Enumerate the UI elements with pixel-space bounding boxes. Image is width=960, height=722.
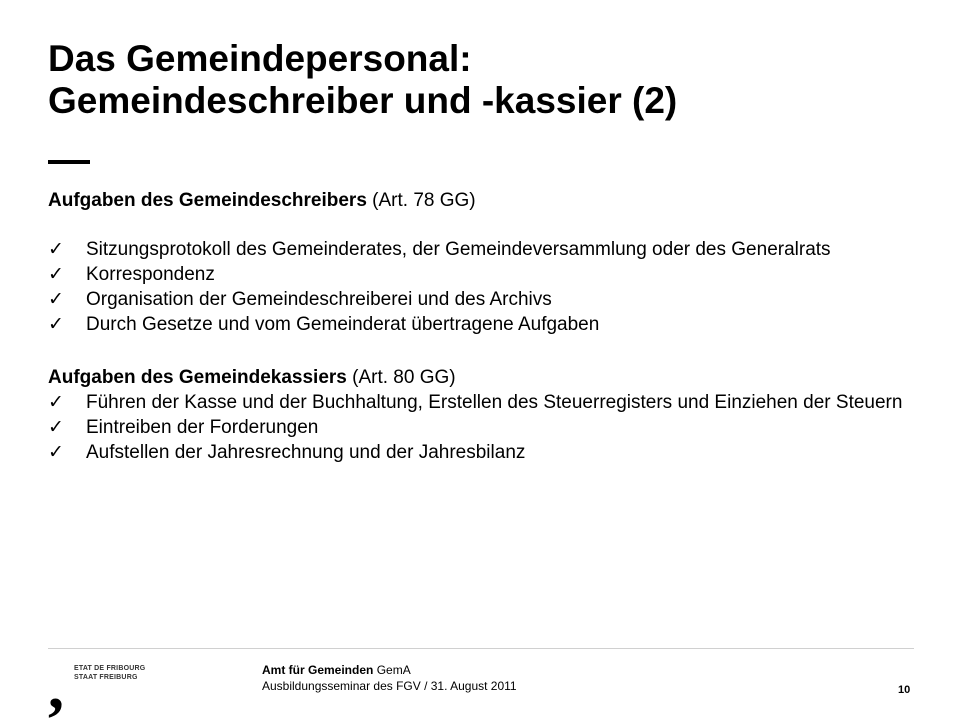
section-heading-bold: Aufgaben des Gemeindeschreibers xyxy=(48,190,367,211)
footer-event: Ausbildungsseminar des FGV / 31. August 2011 xyxy=(262,679,517,693)
checkmark-icon: ✓ xyxy=(48,264,64,285)
section-gemeindeschreiber xyxy=(48,188,910,337)
section-heading-article: (Art. 78 GG) xyxy=(366,190,476,211)
list-item-text: Organisation der Gemeindeschreiberei und des Archivs xyxy=(86,289,552,310)
list-item xyxy=(48,237,910,262)
list-item xyxy=(48,390,910,415)
list-item xyxy=(48,262,910,287)
slide-title-line-1: Das Gemeindepersonal: xyxy=(48,38,472,79)
bullet-list xyxy=(48,390,910,465)
bullet-list xyxy=(48,237,910,337)
logo-text xyxy=(74,664,145,682)
slide-title xyxy=(48,38,908,122)
footer-info xyxy=(262,662,517,694)
title-underline xyxy=(48,160,90,164)
slide-title-line-2: Gemeindeschreiber und -kassier (2) xyxy=(48,80,678,121)
list-item xyxy=(48,415,910,440)
list-item xyxy=(48,440,910,465)
section-heading xyxy=(48,365,910,390)
list-item-text: Aufstellen der Jahresrechnung und der Jahresbilanz xyxy=(86,442,526,463)
page-number: 10 xyxy=(898,684,911,696)
checkmark-icon: ✓ xyxy=(48,392,64,413)
checkmark-icon: ✓ xyxy=(48,442,64,463)
footer-org-abbrev: GemA xyxy=(373,663,411,677)
section-gemeindekassier xyxy=(48,365,910,465)
logo-comma-icon: , xyxy=(48,651,64,722)
checkmark-icon: ✓ xyxy=(48,289,64,310)
list-item-text: Korrespondenz xyxy=(86,264,215,285)
list-item-text: Sitzungsprotokoll des Gemeinderates, der Gemeindeversammlung oder des Generalrats xyxy=(86,239,831,260)
list-item-text: Durch Gesetze und vom Gemeinderat übertragene Aufgaben xyxy=(86,314,600,335)
list-item xyxy=(48,312,910,337)
list-item-text: Führen der Kasse und der Buchhaltung, Erstellen des Steuerregisters und Einziehen der Steuern xyxy=(86,392,903,413)
section-heading xyxy=(48,188,910,213)
checkmark-icon: ✓ xyxy=(48,239,64,260)
footer-organization xyxy=(262,662,517,678)
section-heading-article: (Art. 80 GG) xyxy=(346,367,456,388)
list-item xyxy=(48,287,910,312)
footer-divider xyxy=(48,648,914,649)
section-heading-bold: Aufgaben des Gemeindekassiers xyxy=(48,367,347,388)
fribourg-logo xyxy=(48,651,188,722)
list-item-text: Eintreiben der Forderungen xyxy=(86,417,319,438)
logo-line-1: ETAT DE FRIBOURG xyxy=(74,665,146,672)
footer-org-bold: Amt für Gemeinden xyxy=(262,663,374,677)
slide-content xyxy=(48,188,910,465)
checkmark-icon: ✓ xyxy=(48,314,64,335)
checkmark-icon: ✓ xyxy=(48,417,64,438)
logo-line-2: STAAT FREIBURG xyxy=(74,674,138,681)
